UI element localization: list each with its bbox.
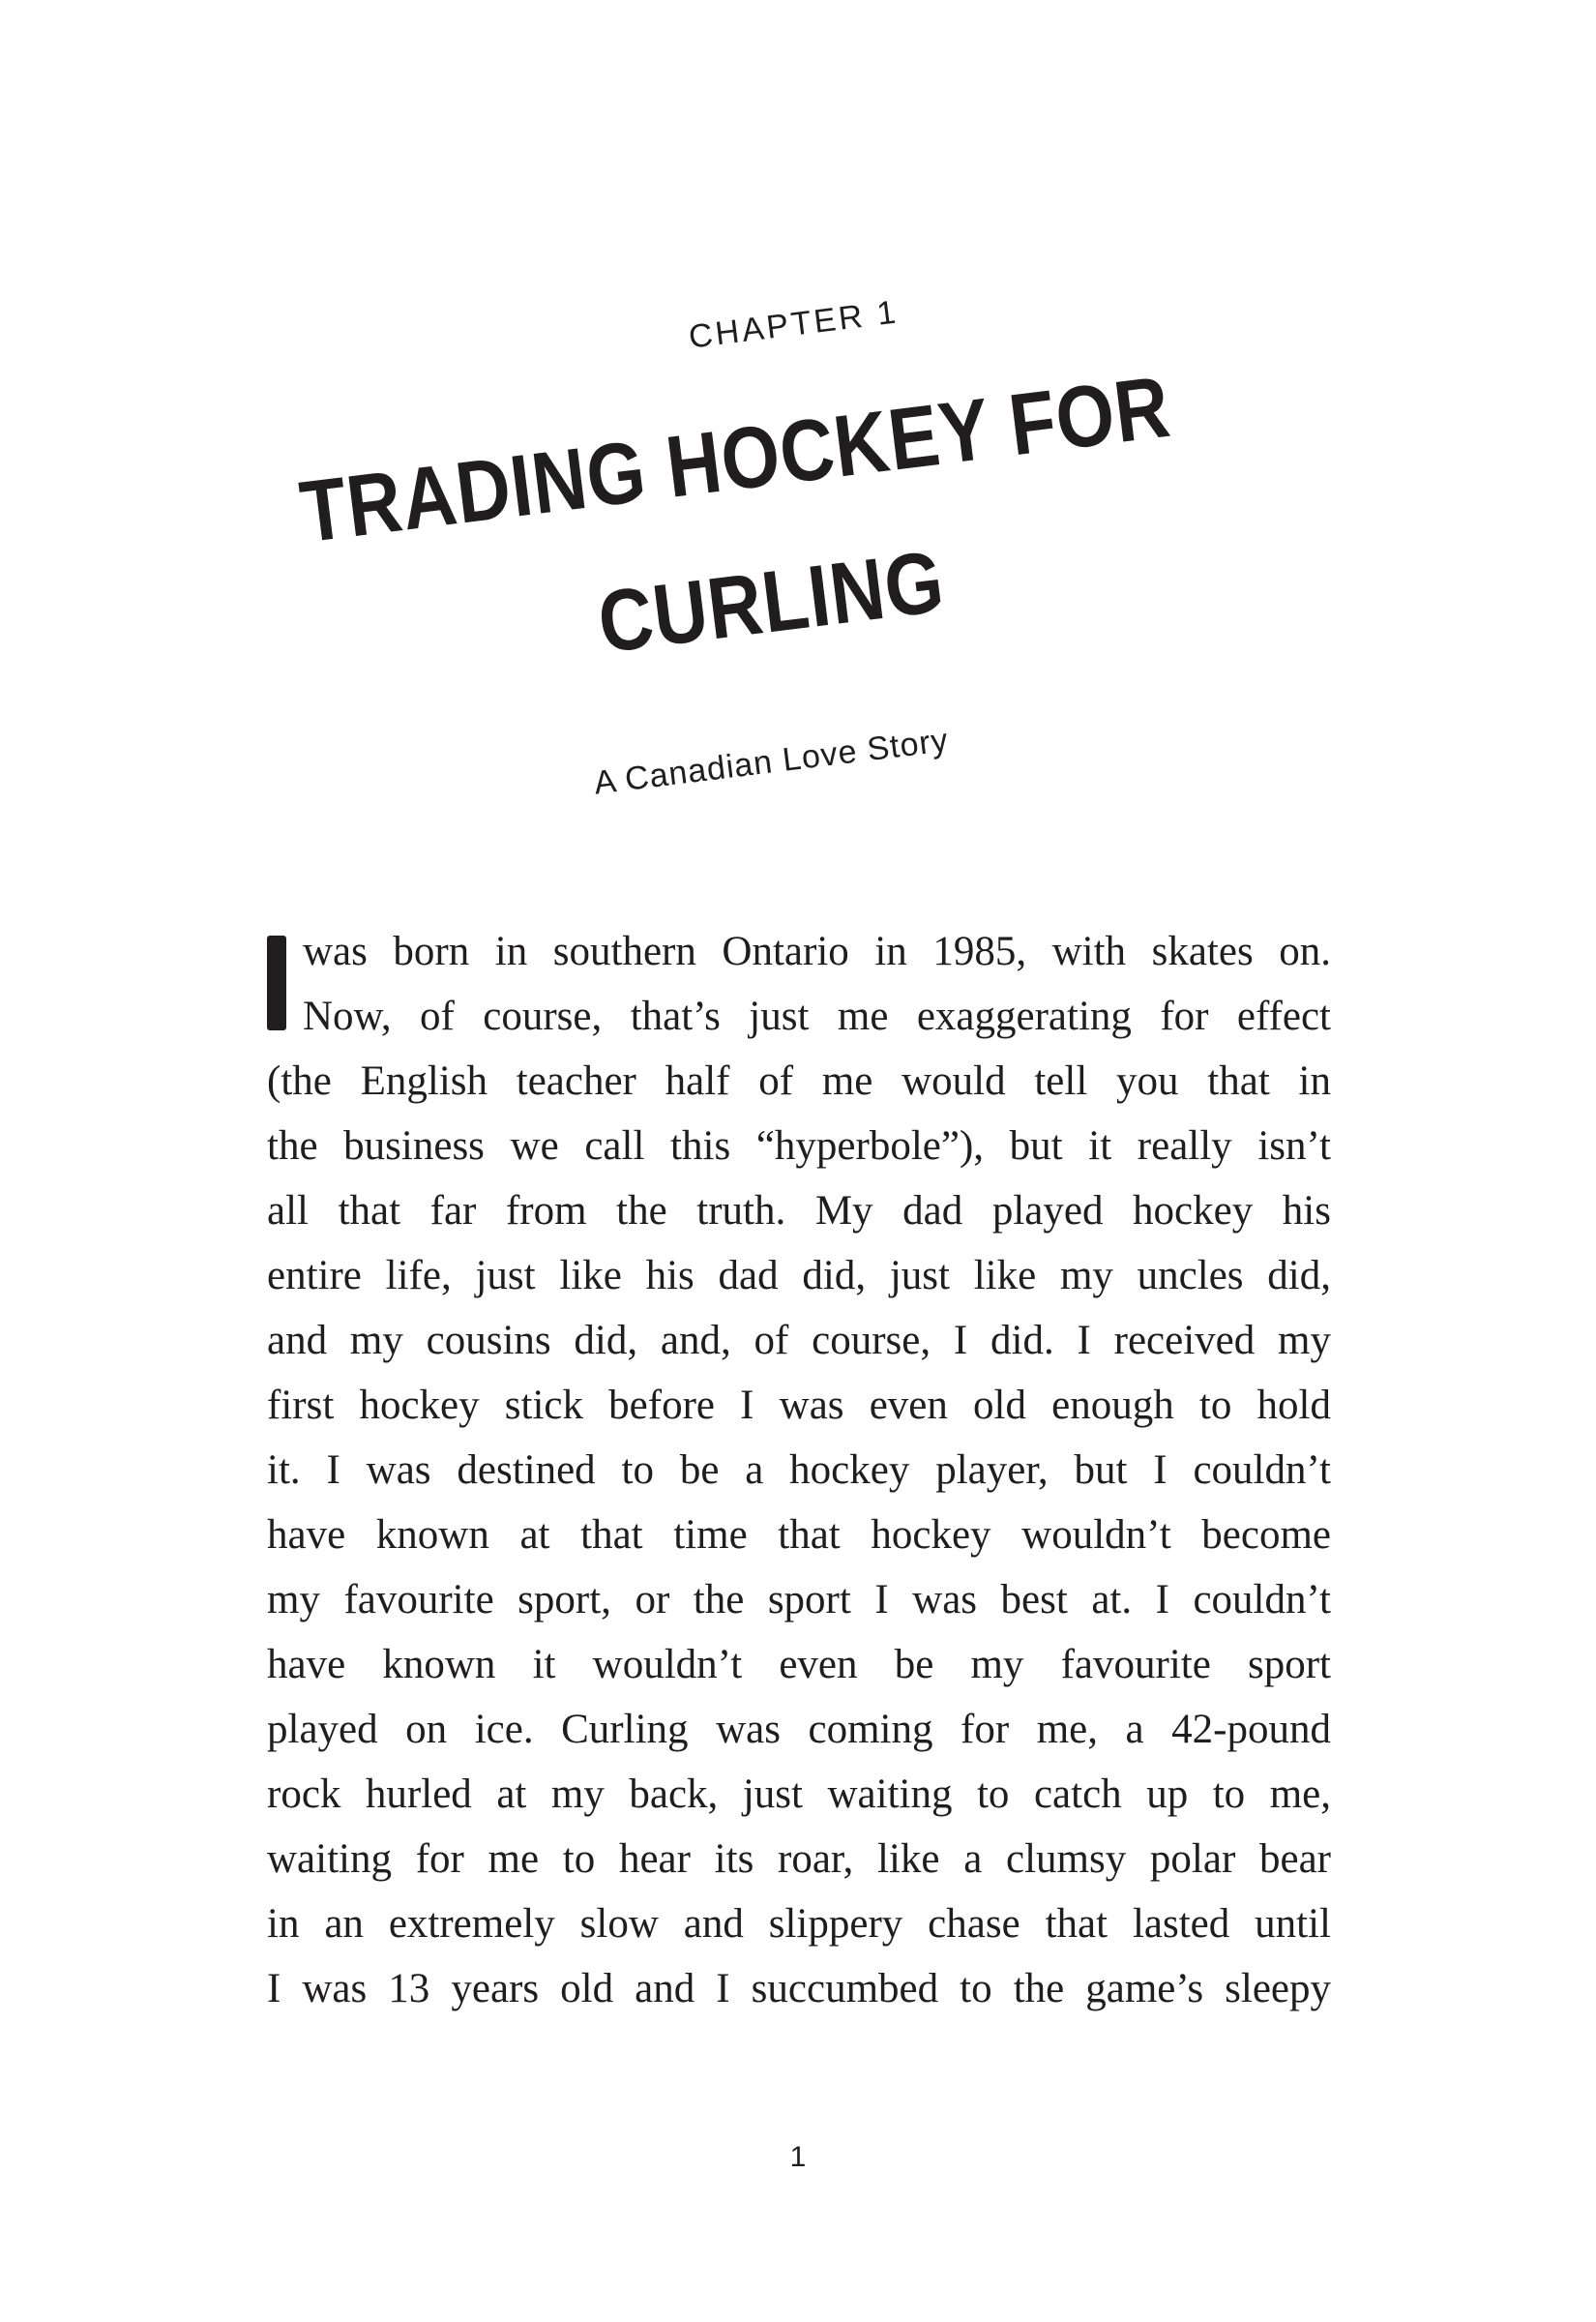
chapter-label: CHAPTER 1 bbox=[687, 293, 901, 356]
body-line-10: have known at that time that hockey wouldn’t become bbox=[267, 1512, 1331, 1558]
chapter-title-line-2: CURLING bbox=[593, 533, 950, 672]
body-line-6: entire life, just like his dad did, just like my uncles did, bbox=[267, 1253, 1331, 1298]
chapter-heading bbox=[0, 0, 1596, 871]
body-line-13: played on ice. Curling was coming for me, a 42-pound bbox=[267, 1707, 1331, 1752]
page-number: 1 bbox=[789, 2141, 807, 2173]
body-line-3: (the English teacher half of me would tell you that in bbox=[267, 1058, 1331, 1104]
body-line-11: my favourite sport, or the sport I was best at. I couldn’t bbox=[267, 1577, 1331, 1622]
body-line-14: rock hurled at my back, just waiting to catch up to me, bbox=[267, 1771, 1331, 1817]
body-line-4: the business we call this “hyperbole”), but it really isn’t bbox=[267, 1123, 1331, 1169]
body-line-5: all that far from the truth. My dad played hockey his bbox=[267, 1188, 1331, 1234]
body-line-9: it. I was destined to be a hockey player, but I couldn’t bbox=[267, 1447, 1331, 1493]
chapter-title-line-1: TRADING HOCKEY FOR bbox=[295, 358, 1176, 562]
body-line-8: first hockey stick before I was even old enough to hold bbox=[267, 1383, 1331, 1428]
body-line-15: waiting for me to hear its roar, like a clumsy polar bear bbox=[267, 1836, 1331, 1882]
body-line-12: have known it wouldn’t even be my favourite sport bbox=[267, 1642, 1331, 1687]
body-line-17: I was 13 years old and I succumbed to the game’s sleepy bbox=[267, 1966, 1331, 2011]
body-line-7: and my cousins did, and, of course, I did. I received my bbox=[267, 1318, 1331, 1363]
body-line-16: in an extremely slow and slippery chase that lasted until bbox=[267, 1901, 1331, 1947]
chapter-subtitle: A Canadian Love Story bbox=[592, 722, 951, 802]
body-line-1: was born in southern Ontario in 1985, with skates on. bbox=[303, 929, 1331, 974]
body-paragraph bbox=[267, 919, 1331, 2021]
body-line-2: Now, of course, that’s just me exaggerating for effect bbox=[303, 994, 1331, 1039]
